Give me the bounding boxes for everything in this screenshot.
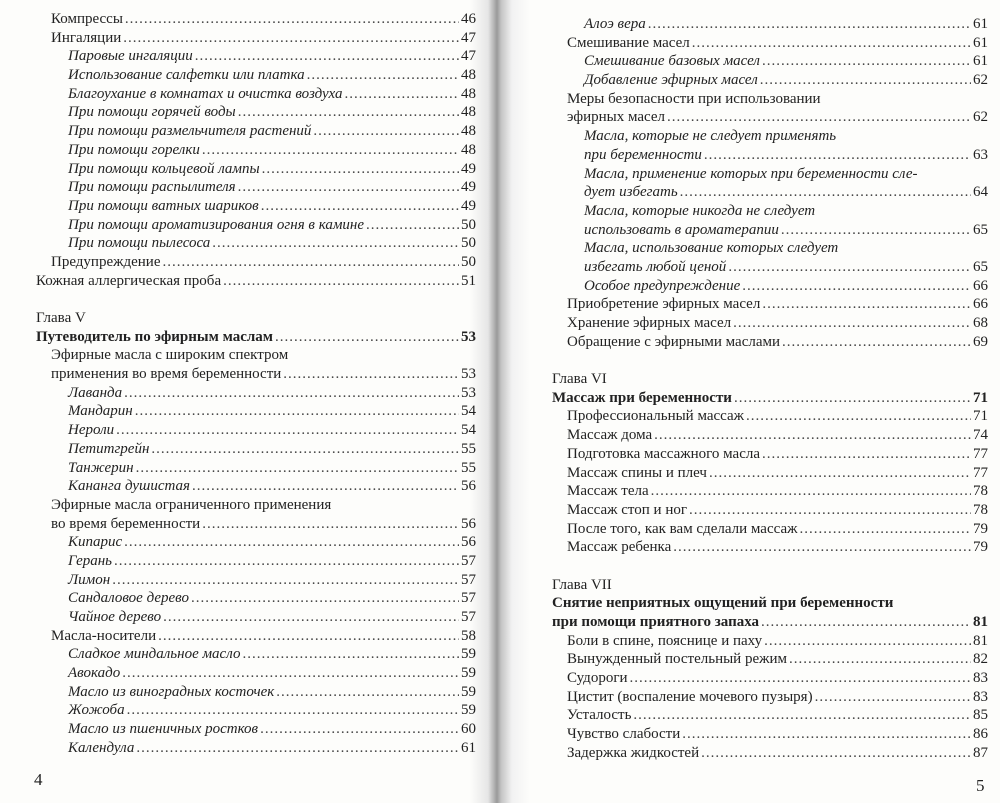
toc-entry-page: 59 — [461, 646, 476, 663]
toc-entry-title: Массаж ребенка — [567, 539, 672, 556]
dot-leader — [762, 52, 971, 71]
toc-entry-page: 57 — [461, 609, 476, 625]
dot-leader — [815, 688, 971, 707]
toc-entry-page: 78 — [973, 483, 988, 500]
toc-entry-page: 59 — [461, 702, 476, 719]
toc-entry — [552, 632, 988, 651]
toc-entry — [552, 165, 988, 184]
toc-entry-title: Приобретение эфирных масел — [567, 296, 761, 313]
toc-entry-page: 49 — [461, 179, 476, 196]
right-page — [500, 0, 1000, 803]
toc-entry-title: Профессиональный массаж — [567, 408, 745, 425]
toc-entry-title: Алоэ вера — [584, 16, 646, 32]
dot-leader — [764, 632, 971, 651]
toc-entry-page: 66 — [973, 277, 988, 294]
toc-entry-page: 74 — [973, 427, 988, 444]
dot-leader — [789, 650, 971, 669]
toc-entry-page: 46 — [461, 11, 476, 27]
toc-entry-page: 50 — [461, 235, 476, 252]
dot-leader — [124, 533, 459, 552]
dot-leader — [689, 501, 971, 520]
toc-entry — [36, 85, 476, 104]
toc-entry — [552, 501, 988, 520]
toc-entry — [36, 402, 476, 421]
toc-entry-page: 61 — [461, 739, 476, 756]
toc-entry-page: 48 — [461, 141, 476, 158]
toc-entry-page: 60 — [461, 721, 476, 738]
toc-entry-page: 56 — [461, 478, 476, 495]
toc-entry-title: После того, как вам сделали массаж — [567, 520, 798, 537]
toc-entry — [552, 183, 988, 202]
toc-entry-title: Смешивание базовых масел — [584, 53, 760, 70]
dot-leader — [124, 384, 459, 403]
toc-entry-page: 49 — [461, 160, 476, 177]
toc-entry-title: При помощи горячей воды — [68, 104, 236, 121]
toc-entry-page: 83 — [973, 670, 988, 687]
toc-entry — [552, 108, 988, 127]
toc-entry-page: 54 — [461, 403, 476, 420]
toc-entry — [552, 445, 988, 464]
toc-entry — [552, 221, 988, 240]
toc-entry-title: эфирных масел — [567, 109, 665, 126]
toc-entry-title: Глава VI — [552, 371, 607, 388]
dot-leader — [704, 146, 971, 165]
toc-entry-title: Особое предупреждение — [584, 277, 741, 294]
dot-leader — [238, 103, 459, 122]
dot-leader — [195, 47, 459, 66]
dot-leader — [242, 645, 459, 664]
toc-entry-title: Эфирные масла ограниченного применения — [51, 496, 332, 513]
toc-entry-title: избегать любой ценой — [584, 258, 727, 275]
toc-entry-title: Меры безопасности при использовании — [567, 90, 821, 107]
toc-entry-page: 51 — [461, 272, 476, 289]
dot-leader — [125, 10, 459, 29]
page-number-right: 5 — [976, 776, 985, 795]
toc-entry-page: 48 — [461, 123, 476, 140]
toc-entry-title: Масла, использование которых следует — [584, 240, 839, 257]
toc-entry — [552, 706, 988, 725]
dot-leader — [192, 477, 459, 496]
toc-entry-title: при помощи приятного запаха — [552, 614, 760, 630]
toc-entry — [36, 122, 476, 141]
toc-entry-title: Боли в спине, пояснице и паху — [567, 632, 763, 649]
dot-leader — [734, 389, 971, 408]
toc-entry — [552, 314, 988, 333]
toc-entry-page: 66 — [973, 296, 988, 313]
dot-leader — [746, 407, 971, 426]
toc-entry-page: 47 — [461, 48, 476, 65]
toc-entry-page: 71 — [973, 389, 988, 406]
toc-entry-title: Массаж дома — [567, 427, 653, 444]
toc-entry — [552, 576, 988, 595]
toc-entry-title: Лимон — [68, 571, 111, 588]
toc-entry-page: 62 — [973, 109, 988, 126]
dot-leader — [733, 314, 971, 333]
toc-entry — [552, 389, 988, 408]
dot-leader — [728, 258, 971, 277]
toc-entry-page: 83 — [973, 688, 988, 705]
dot-leader — [760, 71, 971, 90]
toc-entry — [36, 178, 476, 197]
dot-leader — [238, 178, 459, 197]
toc-entry-title: Сандаловое дерево — [68, 590, 189, 607]
toc-entry — [552, 258, 988, 277]
toc-entry — [552, 613, 988, 632]
toc-entry-page: 57 — [461, 571, 476, 588]
toc-entry — [36, 309, 476, 328]
toc-entry-page: 64 — [973, 184, 988, 201]
toc-entry-page: 61 — [973, 34, 988, 51]
toc-entry — [36, 253, 476, 272]
toc-entry — [552, 669, 988, 688]
dot-leader — [112, 571, 459, 590]
toc-entry-page: 56 — [461, 515, 476, 532]
toc-entry-title: При помощи кольцевой лампы — [68, 160, 260, 177]
toc-left — [36, 10, 476, 758]
dot-leader — [344, 85, 459, 104]
toc-entry-page: 48 — [461, 104, 476, 121]
toc-entry-title: Масла, которые никогда не следует — [584, 202, 816, 219]
dot-leader — [114, 552, 459, 571]
dot-leader — [667, 108, 971, 127]
toc-entry-title: Масла, которые не следует применять — [584, 128, 837, 145]
toc-entry-title: дует избегать — [584, 184, 678, 201]
toc-entry — [36, 234, 476, 253]
toc-entry — [36, 627, 476, 646]
toc-entry-page: 87 — [973, 744, 988, 761]
toc-entry-page: 59 — [461, 683, 476, 700]
toc-entry — [36, 477, 476, 496]
dot-leader — [116, 421, 459, 440]
dot-leader — [709, 464, 971, 483]
toc-entry — [36, 103, 476, 122]
toc-entry-page: 61 — [973, 16, 988, 32]
toc-entry — [552, 333, 988, 352]
toc-entry-title: Добавление эфирных масел — [584, 72, 758, 89]
toc-entry-title: Эфирные масла с широким спектром — [51, 347, 289, 364]
toc-entry-title: Компрессы — [51, 11, 123, 27]
dot-leader — [151, 440, 459, 459]
toc-entry-page: 77 — [973, 464, 988, 481]
dot-leader — [262, 160, 459, 179]
toc-entry — [36, 683, 476, 702]
toc-entry-title: Снятие неприятных ощущений при беременности — [552, 595, 894, 612]
dot-leader — [276, 683, 459, 702]
dot-leader — [633, 706, 971, 725]
toc-entry-title: Подготовка массажного масла — [567, 445, 760, 462]
toc-entry-title: Массаж при беременности — [552, 389, 732, 406]
toc-entry — [552, 650, 988, 669]
dot-leader — [136, 739, 459, 758]
toc-entry-title: При помощи ватных шариков — [68, 197, 259, 214]
dot-leader — [202, 515, 459, 534]
toc-entry — [552, 482, 988, 501]
toc-entry-title: Судороги — [567, 670, 628, 687]
toc-entry-title: Ингаляции — [51, 29, 122, 46]
dot-leader — [162, 253, 459, 272]
dot-leader — [212, 234, 459, 253]
toc-entry-title: Танжерин — [68, 459, 134, 476]
toc-entry-title: во время беременности — [51, 515, 201, 532]
toc-entry — [552, 239, 988, 258]
toc-entry-title: При помощи распылителя — [68, 179, 236, 196]
dot-leader — [762, 295, 971, 314]
page-number-left: 4 — [34, 770, 43, 789]
section-spacer — [36, 290, 476, 309]
toc-entry — [552, 71, 988, 90]
toc-entry — [552, 277, 988, 296]
dot-leader — [762, 445, 971, 464]
dot-leader — [680, 183, 971, 202]
toc-entry-title: Вынужденный постельный режим — [567, 651, 787, 668]
toc-entry — [36, 459, 476, 478]
dot-leader — [158, 627, 459, 646]
dot-leader — [223, 272, 459, 291]
toc-entry-title: Предупреждение — [51, 253, 161, 270]
toc-entry — [36, 346, 476, 365]
dot-leader — [202, 141, 459, 160]
toc-entry — [552, 426, 988, 445]
toc-entry-page: 63 — [973, 146, 988, 163]
toc-entry-title: использовать в ароматерапии — [584, 221, 779, 238]
toc-entry — [36, 440, 476, 459]
toc-entry-title: При помощи размельчителя растений — [68, 123, 312, 140]
toc-entry — [552, 370, 988, 389]
toc-entry-page: 49 — [461, 197, 476, 214]
toc-entry-title: При помощи пылесоса — [68, 235, 211, 252]
toc-entry — [36, 365, 476, 384]
toc-entry — [552, 688, 988, 707]
toc-entry — [36, 571, 476, 590]
toc-entry — [36, 47, 476, 66]
toc-entry — [36, 328, 476, 347]
dot-leader — [800, 520, 972, 539]
toc-entry — [36, 645, 476, 664]
toc-entry-title: Смешивание масел — [567, 34, 690, 51]
toc-entry-page: 62 — [973, 72, 988, 89]
toc-entry-title: Календула — [68, 739, 135, 756]
toc-entry-title: Чувство слабости — [567, 726, 681, 743]
toc-entry-page: 68 — [973, 315, 988, 331]
toc-entry-title: Масло из виноградных косточек — [68, 683, 275, 700]
toc-entry-title: Массаж стоп и ног — [567, 501, 688, 518]
toc-entry — [552, 295, 988, 314]
toc-entry — [552, 127, 988, 146]
toc-entry-title: Сладкое миндальное масло — [68, 646, 241, 663]
dot-leader — [313, 122, 459, 141]
toc-entry — [552, 202, 988, 221]
toc-entry-page: 53 — [461, 366, 476, 383]
toc-entry-page: 48 — [461, 85, 476, 102]
toc-entry — [36, 421, 476, 440]
toc-entry — [36, 701, 476, 720]
dot-leader — [782, 333, 971, 352]
toc-entry-page: 61 — [973, 53, 988, 70]
toc-entry — [36, 515, 476, 534]
toc-entry — [36, 496, 476, 515]
toc-entry — [36, 608, 476, 627]
section-spacer — [552, 351, 988, 370]
dot-leader — [135, 402, 459, 421]
toc-entry-page: 58 — [461, 627, 476, 644]
toc-entry — [36, 720, 476, 739]
toc-entry-page: 81 — [973, 614, 988, 630]
toc-entry-page: 50 — [461, 253, 476, 270]
toc-entry-page: 77 — [973, 445, 988, 462]
toc-entry — [36, 664, 476, 683]
dot-leader — [692, 34, 971, 53]
toc-entry-page: 59 — [461, 665, 476, 682]
toc-entry-page: 65 — [973, 258, 988, 275]
toc-entry-title: Авокадо — [68, 665, 121, 682]
toc-entry-title: Глава VII — [552, 576, 612, 593]
toc-entry-title: При помощи ароматизирования огня в камине — [68, 216, 365, 233]
toc-entry-title: Лаванда — [68, 384, 123, 401]
toc-entry-title: При помощи горелки — [68, 141, 200, 158]
dot-leader — [682, 725, 971, 744]
toc-entry — [552, 407, 988, 426]
toc-entry-title: Петитгрейн — [68, 440, 150, 457]
dot-leader — [701, 744, 971, 763]
dot-leader — [127, 701, 459, 720]
toc-entry-page: 79 — [973, 539, 988, 556]
toc-entry-page: 53 — [461, 328, 476, 345]
toc-entry-title: Использование салфетки или платка — [68, 67, 305, 84]
toc-entry-title: Массаж тела — [567, 483, 649, 500]
toc-entry — [36, 216, 476, 235]
dot-leader — [123, 29, 459, 48]
toc-entry-page: 81 — [973, 632, 988, 649]
toc-entry — [552, 520, 988, 539]
dot-leader — [651, 482, 971, 501]
dot-leader — [673, 538, 971, 557]
dot-leader — [761, 613, 971, 632]
toc-entry — [36, 739, 476, 758]
toc-entry — [552, 744, 988, 763]
dot-leader — [283, 365, 459, 384]
toc-entry-title: Кипарис — [68, 534, 123, 551]
toc-entry — [36, 589, 476, 608]
section-spacer — [552, 557, 988, 576]
toc-entry — [552, 146, 988, 165]
toc-entry — [36, 197, 476, 216]
toc-entry-title: Обращение с эфирными маслами — [567, 333, 781, 350]
toc-entry-page: 86 — [973, 726, 988, 743]
toc-entry-title: Путеводитель по эфирным маслам — [36, 328, 273, 345]
dot-leader — [136, 459, 459, 478]
dot-leader — [122, 664, 459, 683]
toc-entry-page: 57 — [461, 552, 476, 569]
toc-entry-title: Жожоба — [68, 702, 125, 719]
dot-leader — [648, 15, 971, 34]
toc-entry-page: 71 — [973, 408, 988, 425]
toc-entry — [36, 141, 476, 160]
toc-entry — [36, 66, 476, 85]
toc-entry-title: Масла-носители — [51, 627, 157, 644]
toc-right — [552, 15, 988, 763]
toc-entry-title: Хранение эфирных масел — [567, 315, 732, 331]
toc-entry-title: Глава V — [36, 310, 86, 326]
toc-entry-page: 48 — [461, 67, 476, 84]
dot-leader — [630, 669, 972, 688]
toc-entry-title: Усталость — [567, 707, 632, 724]
toc-entry — [36, 533, 476, 552]
toc-entry-page: 79 — [973, 520, 988, 537]
toc-entry-page: 53 — [461, 384, 476, 401]
dot-leader — [163, 608, 459, 627]
toc-entry-page: 85 — [973, 707, 988, 724]
toc-entry — [552, 594, 988, 613]
toc-entry-title: Массаж спины и плеч — [567, 464, 707, 481]
dot-leader — [654, 426, 971, 445]
toc-entry-title: Масло из пшеничных ростков — [68, 721, 259, 738]
toc-entry-title: Мандарин — [68, 403, 133, 420]
toc-entry-title: при беременности — [584, 146, 702, 163]
toc-entry-title: Нероли — [68, 422, 115, 439]
toc-entry-title: Задержка жидкостей — [567, 744, 700, 761]
toc-entry — [552, 538, 988, 557]
toc-entry-title: Цистит (воспаление мочевого пузыря) — [567, 688, 813, 705]
toc-entry-title: Паровые ингаляции — [68, 48, 193, 65]
toc-entry-page: 56 — [461, 534, 476, 551]
toc-entry — [36, 272, 476, 291]
toc-entry — [36, 10, 476, 29]
toc-entry — [36, 160, 476, 179]
toc-entry-page: 47 — [461, 29, 476, 46]
toc-entry-title: Масла, применение которых при беременности сле- — [584, 165, 918, 182]
toc-entry — [552, 725, 988, 744]
dot-leader — [260, 720, 459, 739]
toc-entry-title: Благоухание в комнатах и очистка воздуха — [68, 85, 343, 102]
toc-entry — [36, 384, 476, 403]
dot-leader — [742, 277, 971, 296]
toc-entry — [36, 29, 476, 48]
toc-entry — [552, 90, 988, 109]
toc-entry-title: Кожная аллергическая проба — [36, 272, 222, 289]
toc-entry-page: 82 — [973, 651, 988, 668]
dot-leader — [191, 589, 459, 608]
dot-leader — [275, 328, 459, 347]
toc-entry-page: 55 — [461, 440, 476, 457]
toc-entry — [552, 464, 988, 483]
dot-leader — [261, 197, 459, 216]
toc-entry-page: 57 — [461, 590, 476, 607]
toc-entry-title: Кананга душистая — [68, 478, 190, 495]
toc-entry-page: 69 — [973, 333, 988, 350]
toc-entry-page: 55 — [461, 459, 476, 476]
toc-entry — [552, 34, 988, 53]
dot-leader — [366, 216, 459, 235]
toc-entry-title: применения во время беременности — [51, 366, 282, 383]
toc-entry — [552, 52, 988, 71]
toc-entry-page: 78 — [973, 501, 988, 518]
toc-entry-page: 65 — [973, 221, 988, 238]
toc-entry-title: Герань — [68, 552, 113, 569]
toc-entry-page: 54 — [461, 422, 476, 439]
dot-leader — [307, 66, 459, 85]
toc-entry-title: Чайное дерево — [68, 609, 162, 625]
toc-entry-page: 50 — [461, 216, 476, 233]
dot-leader — [781, 221, 971, 240]
toc-entry — [36, 552, 476, 571]
toc-entry — [552, 15, 988, 34]
